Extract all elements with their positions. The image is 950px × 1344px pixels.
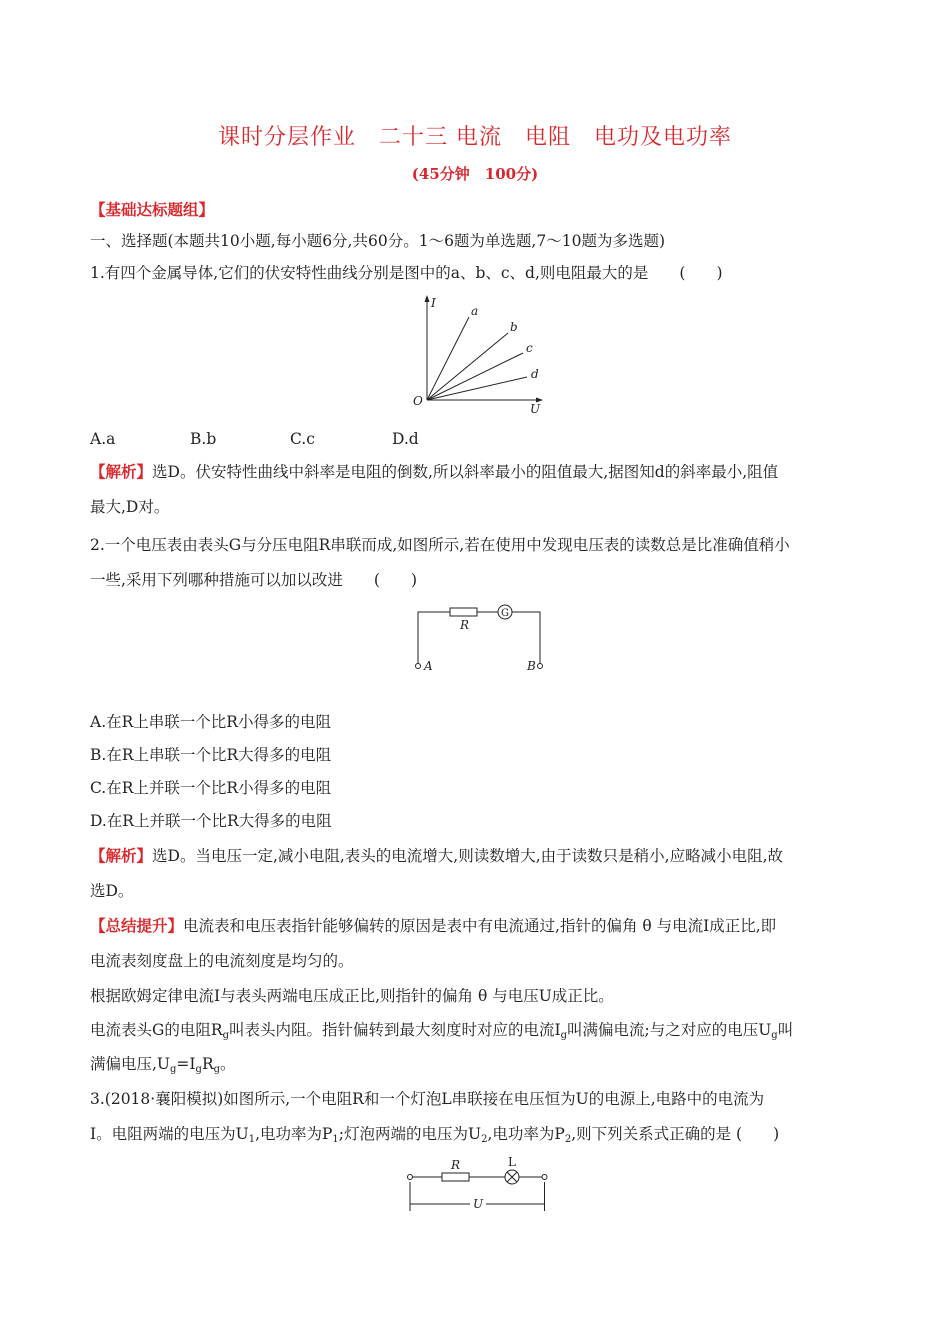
q2-summary-tag: 【总结提升】 xyxy=(90,916,184,935)
q2-option-c: C.在R上并联一个比R小得多的电阻 xyxy=(90,779,332,797)
q1-option-b: B.b xyxy=(190,430,217,448)
q3-label-R: R xyxy=(451,1158,461,1172)
q2-option-b: B.在R上串联一个比R大得多的电阻 xyxy=(90,746,332,764)
q1-analysis-line2: 最大,D对。 xyxy=(90,498,170,516)
q2-label-R: R xyxy=(460,618,470,632)
page-subtitle: (45分钟 100分) xyxy=(411,165,539,183)
q3-stem-line2: I。电阻两端的电压为$U_1$,电功率为$P_1$;灯泡两端的电压为$U_2$,电功率为$P_2$,则下列关系式正确的是 ( ) xyxy=(90,1125,780,1145)
q2-option-a: A.在R上串联一个比R小得多的电阻 xyxy=(90,713,331,731)
q2-stem-line1: 2.一个电压表由表头G与分压电阻R串联而成,如图所示,若在使用中发现电压表的读数总是比准确值稍小 xyxy=(90,536,790,554)
q1-label-I: I xyxy=(431,296,436,310)
q3-terminal-left xyxy=(408,1175,413,1180)
q1-analysis-tag: 【解析】 xyxy=(90,462,153,481)
q3-label-L: L xyxy=(508,1155,516,1169)
q1-line-d xyxy=(427,377,527,400)
q2-summary-line4: 电流表头G的电阻$R_g$叫表头内阻。指针偏转到最大刻度时对应的电流$I_g$叫满偏电流;与之对应的电压$U_g$叫 xyxy=(90,1021,794,1041)
section-instructions: 一、选择题(本题共10小题,每小题6分,共60分。1～6题为单选题,7～10题为多选题) xyxy=(90,232,665,250)
q1-analysis-line1 xyxy=(90,462,778,482)
q1-iv-graph xyxy=(405,295,555,420)
q3-series-circuit xyxy=(402,1155,552,1215)
q2-summary-line3: 根据欧姆定律电流I与表头两端电压成正比,则指针的偏角 θ 与电压U成正比。 xyxy=(90,987,614,1005)
q2-summary-line1 xyxy=(90,916,776,936)
q2-terminal-b xyxy=(538,664,543,669)
q3-stem-line1: 3.(2018·襄阳模拟)如图所示,一个电阻R和一个灯泡L串联接在电压恒为U的电源上,电路中的电流为 xyxy=(90,1090,765,1108)
q2-analysis-text: 选D。当电压一定,减小电阻,表头的电流增大,则读数增大,由于读数只是稍小,应略减小电阻,故 xyxy=(152,847,784,865)
q1-label-d: d xyxy=(531,367,539,381)
q1-label-a: a xyxy=(471,304,479,318)
q1-option-d: D.d xyxy=(392,430,419,448)
q2-option-d: D.在R上并联一个比R大得多的电阻 xyxy=(90,812,332,830)
q1-y-arrow xyxy=(425,295,430,302)
q1-line-a xyxy=(427,317,469,400)
q3-terminal-right xyxy=(542,1175,547,1180)
q2-stem-line2: 一些,采用下列哪种措施可以加以改进 ( ) xyxy=(90,571,418,589)
q2-analysis-line1 xyxy=(90,846,783,866)
q2-terminal-a xyxy=(416,664,421,669)
q2-resistor xyxy=(450,608,477,616)
q3-resistor xyxy=(442,1173,469,1181)
q2-label-A: A xyxy=(424,659,433,673)
q2-wire-left xyxy=(418,612,450,664)
q1-label-c: c xyxy=(526,341,533,355)
q1-stem: 1.有四个金属导体,它们的伏安特性曲线分别是图中的a、b、c、d,则电阻最大的是 ( ) xyxy=(90,264,723,282)
q2-label-B: B xyxy=(527,659,536,673)
q2-label-G: G xyxy=(501,608,509,619)
q2-analysis-tag: 【解析】 xyxy=(90,846,153,865)
q2-summary-line5: 满偏电压$,U_g=I_gR_g$。 xyxy=(90,1055,236,1075)
q2-wire-right xyxy=(512,612,540,664)
q2-analysis-line2: 选D。 xyxy=(90,882,134,900)
q1-analysis-text: 选D。伏安特性曲线中斜率是电阻的倒数,所以斜率最小的阻值最大,据图知d的斜率最小,阻值 xyxy=(152,463,779,481)
q2-voltmeter-circuit xyxy=(410,602,550,677)
q1-label-U: U xyxy=(530,402,541,416)
q1-option-a: A.a xyxy=(90,430,116,448)
group-label: 【基础达标题组】 xyxy=(90,200,215,219)
q3-label-U: U xyxy=(473,1197,484,1211)
q1-option-c: C.c xyxy=(290,430,315,448)
q2-summary-line2: 电流表刻度盘上的电流刻度是均匀的。 xyxy=(90,952,354,970)
q1-label-O: O xyxy=(413,394,423,408)
q1-label-b: b xyxy=(510,320,518,334)
q2-summary-text: 电流表和电压表指针能够偏转的原因是表中有电流通过,指针的偏角 θ 与电流I成正比,即 xyxy=(183,917,777,935)
page-title: 课时分层作业 二十三 电流 电阻 电功及电功率 xyxy=(218,125,732,150)
